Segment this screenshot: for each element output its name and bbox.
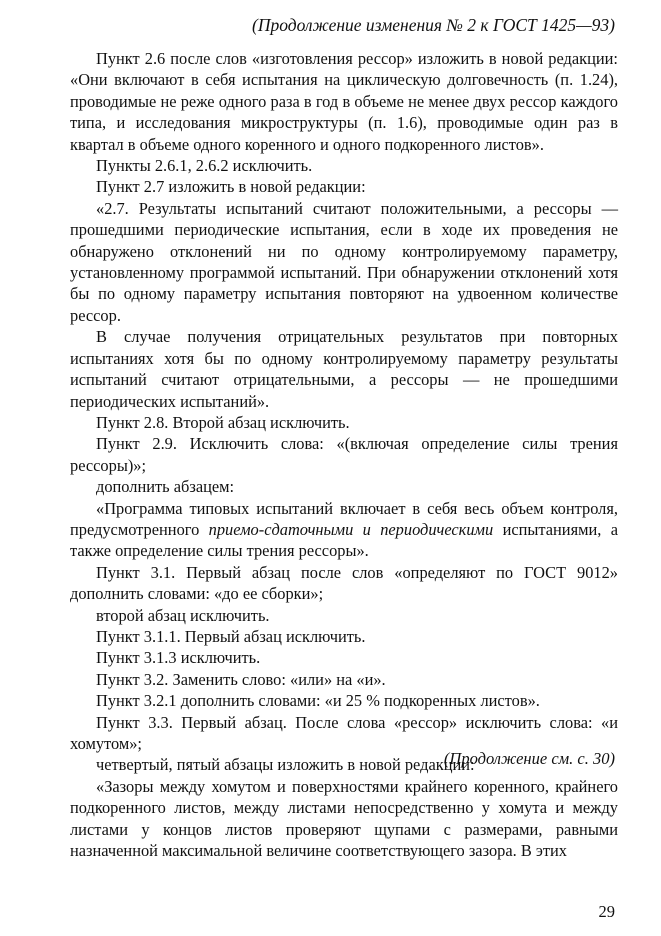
paragraph: «Зазоры между хомутом и поверхностями крайнего коренного, крайнего подкоренного листов, между листами непосредственно у хомута и между листами у концов листов проверяют щупами с размерами, равными назначенной максимальной величине соответствующего зазора. В этих: [70, 776, 618, 861]
paragraph: четвертый, пятый абзацы изложить в новой редакции:: [96, 755, 475, 775]
paragraph: В случае получения отрицательных результатов при повторных испытаниях хотя бы по одному контролируемому параметру результаты испытаний считают отрицательными, а рессоры — не прошедшими периодических испытаний».: [70, 327, 618, 411]
paragraph: Пункт 2.8. Второй абзац исключить.: [96, 412, 350, 432]
paragraph: «2.7. Результаты испытаний считают положительными, а рессоры — прошедшими периодические испытания, если в ходе их проведения не обнаружено отклонений ни по одному контролируемому параметру, установленному программой испытаний. При обнаружении отклонений хотя бы по одному параметру испытания повторяют на удвоенном количестве рессор.: [70, 198, 618, 325]
paragraph: Пункт 3.1. Первый абзац после слов «определяют по ГОСТ 9012» дополнить словами: «до ее сборки»;: [70, 562, 618, 604]
paragraph: Пункт 3.2. Заменить слово: «или» на «и».: [96, 669, 386, 689]
paragraph: Пункт 3.2.1 дополнить словами: «и 25 % подкоренных листов».: [96, 691, 540, 711]
continuation-note: (Продолжение см. с. 30): [443, 749, 615, 768]
paragraph: Пункт 3.1.1. Первый абзац исключить.: [96, 626, 366, 646]
text-run: «Программа типовых испытаний включает в себя весь объем контроля, предусмотренного: [70, 498, 618, 539]
body-text: [70, 48, 618, 861]
paragraph-typical-tests: [70, 498, 618, 562]
running-header: (Продолжение изменения № 2 к ГОСТ 1425—93): [252, 15, 615, 35]
paragraph: дополнить абзацем:: [96, 477, 235, 497]
paragraph: Пункт 3.3. Первый абзац. После слова «рессор» исключить слова: «и хомутом»;: [70, 712, 618, 753]
paragraph: Пункт 2.6 после слов «изготовления рессор» изложить в новой редакции: «Они включают в себя испытания на циклическую долговечность (п. 1.24), проводимые не реже одного раза в год в объеме не менее двух рессор каждого типа, и исследования микроструктуры (п. 1.6), проводимые один раз в квартал в объеме одного коренного и одного подкоренного листов».: [70, 49, 618, 154]
page-number: 29: [598, 902, 615, 921]
paragraph: второй абзац исключить.: [96, 605, 270, 625]
paragraph: Пункт 2.7 изложить в новой редакции:: [96, 177, 366, 197]
paragraph: Пункты 2.6.1, 2.6.2 исключить.: [96, 156, 313, 176]
text-run: испытаниями, а также определение силы трения рессоры».: [70, 519, 618, 561]
emphasis-text: приемо-сдаточными и периодическими: [208, 519, 494, 539]
paragraph: Пункт 2.9. Исключить слова: «(включая определение силы трения рессоры)»;: [70, 434, 618, 475]
paragraph: Пункт 3.1.3 исключить.: [96, 648, 261, 668]
